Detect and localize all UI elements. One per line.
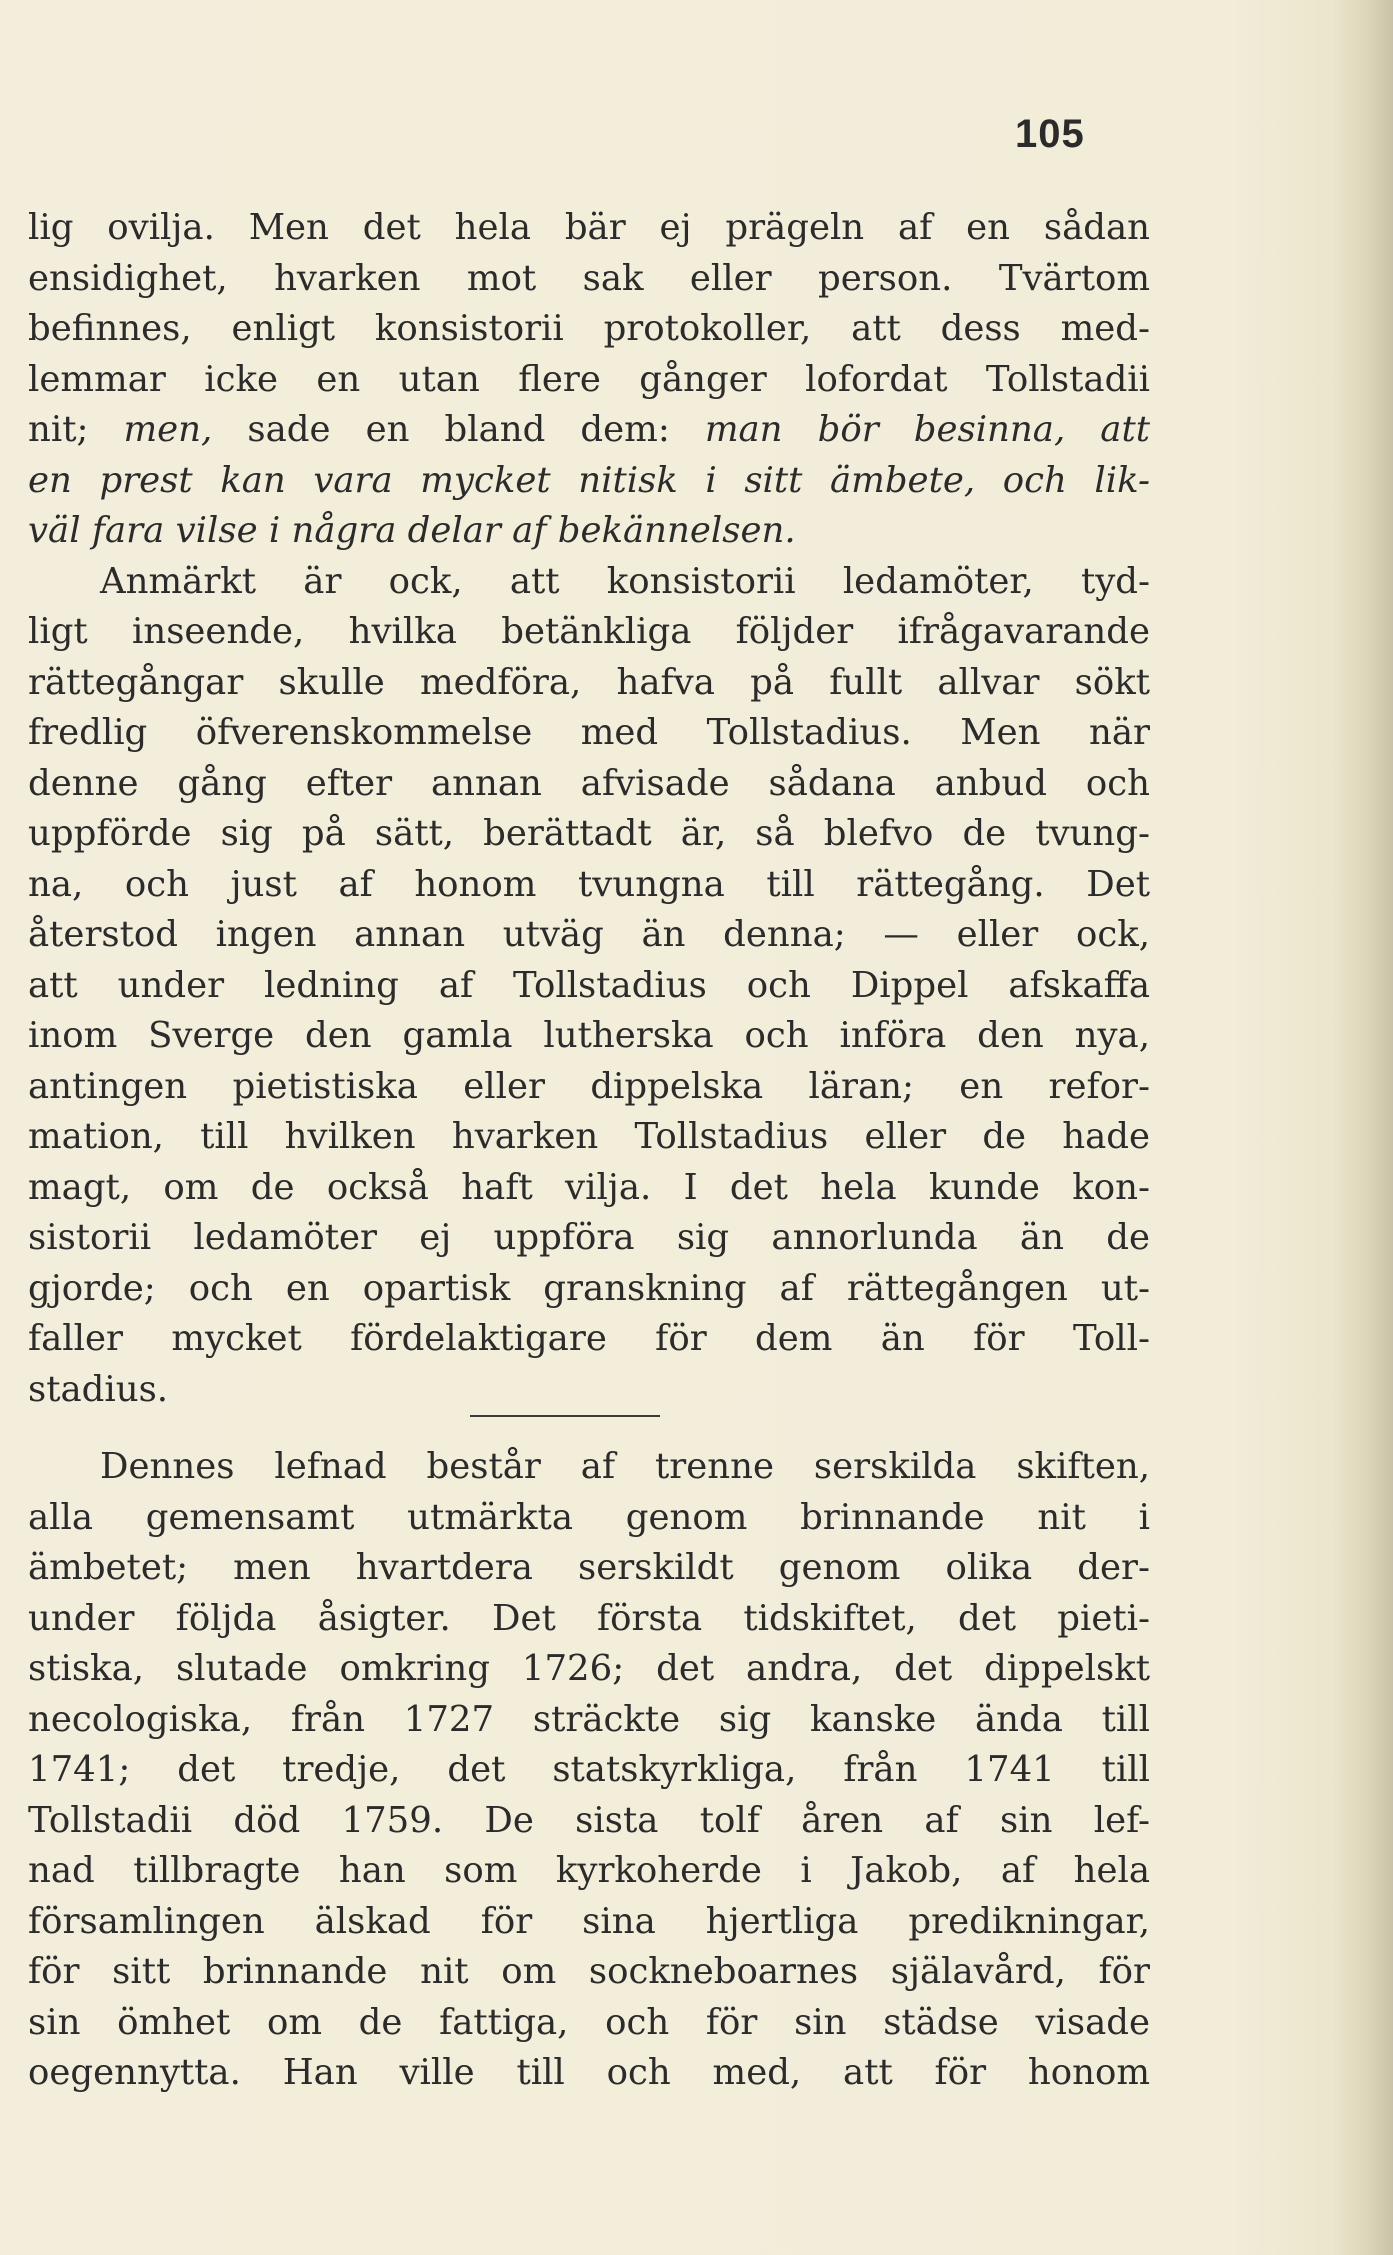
text-line: faller mycket fördelaktigare för dem än för Toll- <box>28 1318 1150 1359</box>
text-line: na, och just af honom tvungna till rättegång. Det <box>28 863 1150 905</box>
section-divider <box>470 1415 660 1417</box>
text-line: mation, till hvilken hvarken Tollstadius eller de hade <box>28 1116 1150 1157</box>
text-line: under följda åsigter. Det första tidskiftet, det pieti- <box>28 1597 1150 1639</box>
text-line: stadius. <box>28 1368 169 1410</box>
text-line: återstod ingen annan utväg än denna; — eller ock, <box>28 914 1150 955</box>
text-line: rättegångar skulle medföra, hafva på fullt allvar sökt <box>28 661 1150 703</box>
text-line: befinnes, enligt konsistorii protokoller, att dess med- <box>28 308 1150 349</box>
page-edge-shadow <box>1333 0 1393 2255</box>
text-line: lig ovilja. Men det hela bär ej prägeln af en sådan <box>28 207 1150 248</box>
text-line: antingen pietistiska eller dippelska läran; en refor- <box>28 1065 1150 1107</box>
paragraph-start-line: Anmärkt är ock, att konsistorii ledamöter, tyd- <box>100 560 1150 602</box>
text-line: nad tillbragte han som kyrkoherde i Jakob, af hela <box>28 1850 1150 1891</box>
text-line: magt, om de också haft vilja. I det hela kunde kon- <box>28 1166 1150 1208</box>
text-line: inom Sverge den gamla lutherska och införa den nya, <box>28 1015 1150 1056</box>
text-line: denne gång efter annan afvisade sådana anbud och <box>28 762 1150 804</box>
text-line: 1741; det tredje, det statskyrkliga, från 1741 till <box>28 1749 1150 1790</box>
text-line: Tollstadii död 1759. De sista tolf åren af sin lef- <box>28 1799 1150 1841</box>
text-line: sistorii ledamöter ej uppföra sig annorlunda än de <box>28 1217 1150 1258</box>
page-number: 105 <box>1015 112 1085 156</box>
italic-segment: man bör besinna, att <box>704 409 1150 450</box>
text-line: stiska, slutade omkring 1726; det andra, det dippelskt <box>28 1648 1150 1689</box>
text-line: alla gemensamt utmärkta genom brinnande nit i <box>28 1496 1150 1538</box>
text-line: necologiska, från 1727 sträckte sig kanske ända till <box>28 1698 1150 1740</box>
text-line: lemmar icke en utan flere gånger lofordat Tollstadii <box>28 358 1150 400</box>
italic-quote-line: en prest kan vara mycket nitisk i sitt ämbete, och lik- <box>28 459 1150 501</box>
text-line: församlingen älskad för sina hjertliga predikningar, <box>28 1900 1150 1942</box>
text-block-first <box>28 203 1150 1415</box>
text-block-second <box>28 1442 1150 2099</box>
text-line: att under ledning af Tollstadius och Dippel afskaffa <box>28 964 1150 1006</box>
text-line: ligt inseende, hvilka betänkliga följder ifrågavarande <box>28 611 1150 652</box>
text-line: oegennytta. Han ville till och med, att för honom <box>28 2052 1150 2093</box>
text-line: uppförde sig på sätt, berättadt är, så blefvo de tvung- <box>28 813 1150 854</box>
paragraph-start-line: Dennes lefnad består af trenne serskilda skiften, <box>100 1446 1150 1487</box>
text-line: ensidighet, hvarken mot sak eller person. Tvärtom <box>28 257 1150 299</box>
text-line: för sitt brinnande nit om sockneboarnes själavård, för <box>28 1951 1150 1992</box>
text-line: sin ömhet om de fattiga, och för sin städse visade <box>28 2001 1150 2043</box>
text-line: gjorde; och en opartisk granskning af rättegången ut- <box>28 1267 1150 1309</box>
italic-segment: men, <box>123 409 213 450</box>
italic-quote-line: väl fara vilse i några delar af bekännelsen. <box>28 510 796 551</box>
text-segment: nit; <box>28 409 124 450</box>
text-line-mixed <box>28 405 1150 456</box>
text-line: fredlig öfverenskommelse med Tollstadius. Men när <box>28 712 1150 753</box>
text-segment: sade en bland dem: <box>212 409 705 450</box>
text-line: ämbetet; men hvartdera serskildt genom olika der- <box>28 1547 1150 1588</box>
